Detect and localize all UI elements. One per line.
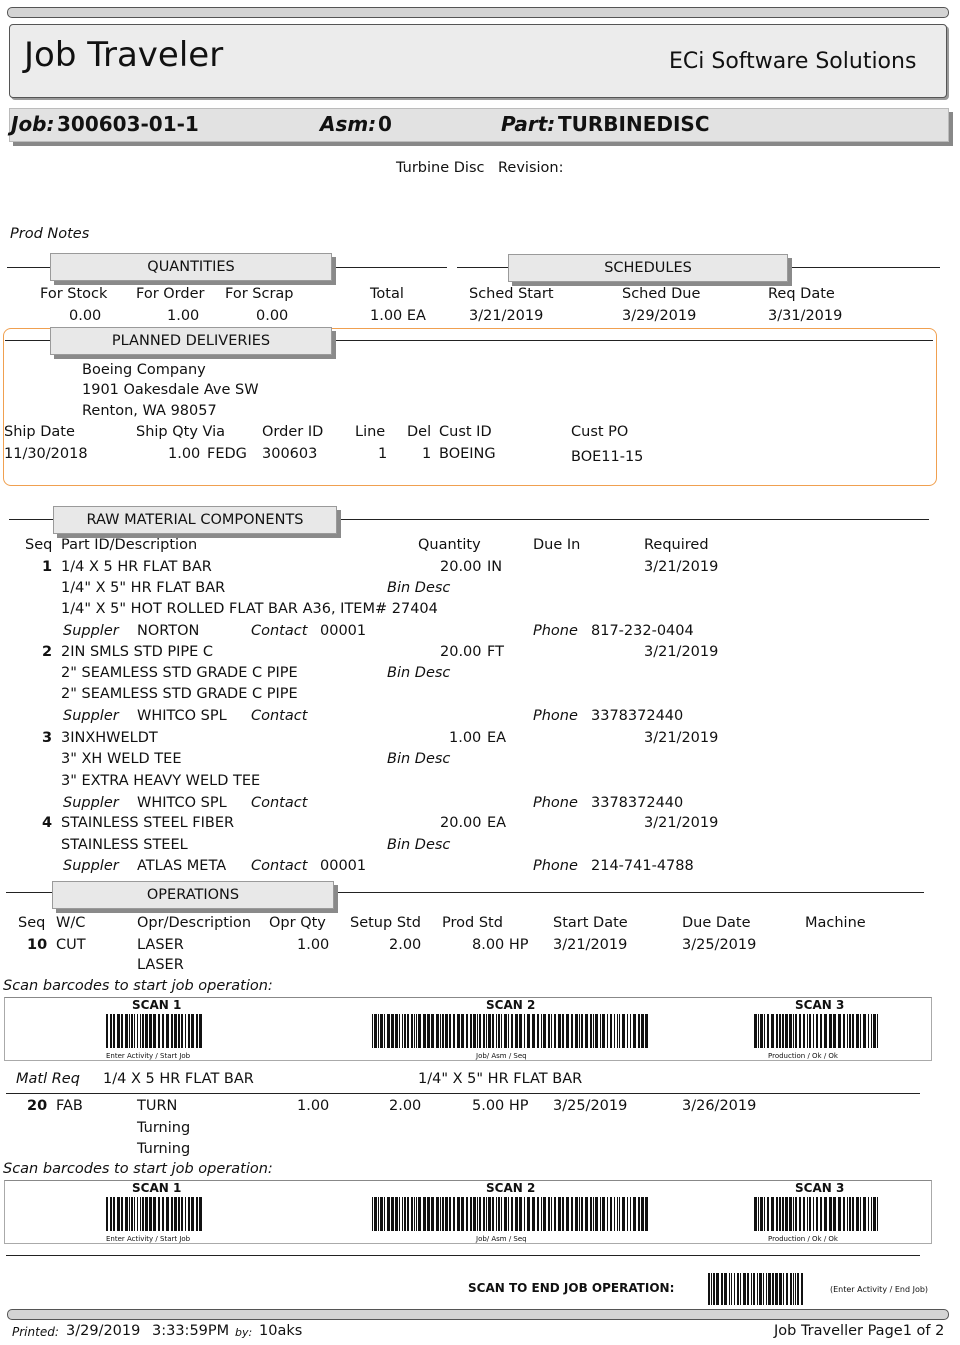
rm-item-2-desc1: 2" SEAMLESS STD GRADE C PIPE xyxy=(61,665,298,681)
rm-item-3-part-id: 3INXHWELDT xyxy=(61,730,158,746)
rm-item-3-desc1: 3" XH WELD TEE xyxy=(61,751,182,767)
rm-item-4-contact-label: Contact xyxy=(251,858,308,874)
matl-req-desc: 1/4" X 5" HR FLAT BAR xyxy=(418,1071,583,1087)
raw-material-title: RAW MATERIAL COMPONENTS xyxy=(53,506,337,534)
op-prod-header: Prod Std xyxy=(442,915,503,931)
for-stock-header: For Stock xyxy=(40,286,108,302)
end-scan-barcode[interactable] xyxy=(708,1273,804,1305)
rm-item-2-qty: 20.00 xyxy=(440,644,482,660)
job-number: 300603-01-1 xyxy=(57,112,199,136)
op-10-prod: 8.00 HP xyxy=(472,937,529,953)
rm-item-4-desc1: STAINLESS STEEL xyxy=(61,837,188,853)
op-20-scan2-label: SCAN 2 xyxy=(486,1181,536,1195)
del-header: Del xyxy=(407,424,432,440)
asm-number: 0 xyxy=(378,112,392,136)
ship-via-value: FEDG xyxy=(207,446,247,462)
rm-item-1-phone-label: Phone xyxy=(533,623,578,639)
op-20-scan3-label: SCAN 3 xyxy=(795,1181,845,1195)
del-value: 1 xyxy=(422,446,432,462)
rm-item-1-desc1: 1/4" X 5" HR FLAT BAR xyxy=(61,580,226,596)
matl-req-label: Matl Req xyxy=(16,1071,80,1087)
rm-item-1-supplier: NORTON xyxy=(137,623,200,639)
part-description: Turbine Disc xyxy=(396,160,485,176)
line-header: Line xyxy=(355,424,386,440)
op-10-scan1-label: SCAN 1 xyxy=(132,998,182,1012)
rm-item-3-uom: EA xyxy=(487,730,507,746)
printed-label: Printed: xyxy=(12,1325,59,1339)
rm-item-2-part-id: 2IN SMLS STD PIPE C xyxy=(61,644,214,660)
sched-start-value: 3/21/2019 xyxy=(469,308,544,324)
op-10-due: 3/25/2019 xyxy=(682,937,757,953)
job-label: Job: xyxy=(11,112,55,136)
job-bar xyxy=(9,108,949,142)
rm-item-2-phone: 3378372440 xyxy=(591,708,684,724)
rm-item-2-required: 3/21/2019 xyxy=(644,644,719,660)
asm-label: Asm: xyxy=(320,112,377,136)
op-10-scan2-sub: Job/ Asm / Seq xyxy=(476,1052,527,1060)
rm-item-4-qty: 20.00 xyxy=(440,815,482,831)
rm-item-4-phone: 214-741-4788 xyxy=(591,858,694,874)
rm-item-3-qty: 1.00 xyxy=(449,730,482,746)
rm-item-2-supplier: WHITCO SPL xyxy=(137,708,227,724)
op-20-desc-2: Turning xyxy=(137,1141,191,1157)
rm-item-3-desc2: 3" EXTRA HEAVY WELD TEE xyxy=(61,773,261,789)
op-20-barcode-1[interactable] xyxy=(106,1197,202,1231)
op-20-seq: 20 xyxy=(27,1098,48,1114)
op-10-qty: 1.00 xyxy=(297,937,330,953)
op-qty-header: Opr Qty xyxy=(269,915,326,931)
rm-item-4-contact: 00001 xyxy=(320,858,367,874)
op-10-scan1-sub: Enter Activity / Start Job xyxy=(106,1052,191,1060)
ship-qty-value: 1.00 xyxy=(168,446,201,462)
rm-item-2-phone-label: Phone xyxy=(533,708,578,724)
part-label: Part: xyxy=(501,112,556,136)
op-10-barcode-3[interactable] xyxy=(754,1014,880,1048)
rm-item-4-uom: EA xyxy=(487,815,507,831)
op-20-qty: 1.00 xyxy=(297,1098,330,1114)
req-date-value: 3/31/2019 xyxy=(768,308,843,324)
rm-item-3-seq: 3 xyxy=(42,730,53,746)
for-order-header: For Order xyxy=(136,286,205,302)
matl-req-rule xyxy=(6,1093,920,1094)
sched-start-header: Sched Start xyxy=(469,286,554,302)
op-10-opr: LASER xyxy=(137,937,184,953)
rm-seq-header: Seq xyxy=(25,537,53,553)
schedules-section-title: SCHEDULES xyxy=(508,254,788,282)
rm-item-4-bin-desc-label: Bin Desc xyxy=(387,837,451,853)
rm-item-2-contact-label: Contact xyxy=(251,708,308,724)
rm-item-1-supplier-label: Suppler xyxy=(63,623,119,639)
company-name: ECi Software Solutions xyxy=(669,49,917,74)
rm-item-1-contact: 00001 xyxy=(320,623,367,639)
operations-title: OPERATIONS xyxy=(52,881,334,909)
op-10-scan3-sub: Production / Ok / Ok xyxy=(768,1052,838,1060)
op-20-scan1-sub: Enter Activity / Start Job xyxy=(106,1235,191,1243)
quantities-section-title: QUANTITIES xyxy=(50,253,332,281)
line-value: 1 xyxy=(378,446,388,462)
total-value: 1.00 EA xyxy=(370,308,426,324)
report-header xyxy=(9,24,947,98)
rm-item-3-required: 3/21/2019 xyxy=(644,730,719,746)
op-10-barcode-2[interactable] xyxy=(372,1014,650,1048)
cust-po-header: Cust PO xyxy=(571,424,629,440)
rm-item-3-phone: 3378372440 xyxy=(591,795,684,811)
op-20-due: 3/26/2019 xyxy=(682,1098,757,1114)
rm-item-4-seq: 4 xyxy=(42,815,53,831)
op-10-setup: 2.00 xyxy=(389,937,422,953)
cust-id-header: Cust ID xyxy=(439,424,492,440)
matl-req-part: 1/4 X 5 HR FLAT BAR xyxy=(103,1071,254,1087)
op-20-scan2-sub: Job/ Asm / Seq xyxy=(476,1235,527,1243)
rm-due-in-header: Due In xyxy=(533,537,581,553)
op-20-start: 3/25/2019 xyxy=(553,1098,628,1114)
rm-item-3-contact-label: Contact xyxy=(251,795,308,811)
op-start-header: Start Date xyxy=(553,915,628,931)
rm-item-1-required: 3/21/2019 xyxy=(644,559,719,575)
op-20-barcode-2[interactable] xyxy=(372,1197,650,1231)
order-id-header: Order ID xyxy=(262,424,324,440)
for-scrap-value: 0.00 xyxy=(256,308,289,324)
op-wc-header: W/C xyxy=(56,915,86,931)
op-20-opr: TURN xyxy=(137,1098,178,1114)
rm-item-1-bin-desc-label: Bin Desc xyxy=(387,580,451,596)
rm-item-1-qty: 20.00 xyxy=(440,559,482,575)
op-20-barcode-3[interactable] xyxy=(754,1197,880,1231)
op-due-header: Due Date xyxy=(682,915,751,931)
printed-by-user: 10aks xyxy=(259,1323,303,1339)
op-10-scan-prompt: Scan barcodes to start job operation: xyxy=(3,978,273,994)
rm-item-2-bin-desc-label: Bin Desc xyxy=(387,665,451,681)
bottom-rule xyxy=(7,1309,949,1320)
end-scan-sub: (Enter Activity / End Job) xyxy=(830,1285,929,1294)
op-20-wc: FAB xyxy=(56,1098,83,1114)
rm-quantity-header: Quantity xyxy=(418,537,481,553)
end-scan-rule xyxy=(6,1255,920,1256)
prod-notes-label: Prod Notes xyxy=(10,226,90,242)
rm-item-1-desc2: 1/4" X 5" HOT ROLLED FLAT BAR A36, ITEM# 27404 xyxy=(61,601,438,617)
op-10-barcode-1[interactable] xyxy=(106,1014,202,1048)
planned-deliveries-title: PLANNED DELIVERIES xyxy=(50,327,332,355)
rm-item-1-part-id: 1/4 X 5 HR FLAT BAR xyxy=(61,559,212,575)
op-10-seq: 10 xyxy=(27,937,48,953)
op-setup-header: Setup Std xyxy=(350,915,421,931)
delivery-address-line3: Renton, WA 98057 xyxy=(82,403,217,419)
rm-item-4-supplier-label: Suppler xyxy=(63,858,119,874)
op-machine-header: Machine xyxy=(805,915,866,931)
order-id-value: 300603 xyxy=(262,446,318,462)
ship-date-header: Ship Date xyxy=(4,424,75,440)
ship-qty-via-header: Ship Qty Via xyxy=(136,424,226,440)
for-stock-value: 0.00 xyxy=(69,308,102,324)
delivery-address-line1: Boeing Company xyxy=(82,362,206,378)
rm-item-3-supplier-label: Suppler xyxy=(63,795,119,811)
op-20-scan1-label: SCAN 1 xyxy=(132,1181,182,1195)
rm-item-1-seq: 1 xyxy=(42,559,53,575)
total-header: Total xyxy=(370,286,404,302)
rm-item-2-uom: FT xyxy=(487,644,504,660)
rm-item-1-uom: IN xyxy=(487,559,503,575)
op-20-scan3-sub: Production / Ok / Ok xyxy=(768,1235,838,1243)
ship-date-value: 11/30/2018 xyxy=(4,446,88,462)
end-scan-label: SCAN TO END JOB OPERATION: xyxy=(468,1281,675,1295)
rm-item-1-contact-label: Contact xyxy=(251,623,308,639)
op-desc-header: Opr/Description xyxy=(137,915,252,931)
op-10-scan3-label: SCAN 3 xyxy=(795,998,845,1012)
part-number: TURBINEDISC xyxy=(558,112,710,136)
op-20-scan-prompt: Scan barcodes to start job operation: xyxy=(3,1161,273,1177)
sched-due-header: Sched Due xyxy=(622,286,701,302)
op-seq-header: Seq xyxy=(18,915,46,931)
rm-item-2-seq: 2 xyxy=(42,644,53,660)
rm-item-2-desc2: 2" SEAMLESS STD GRADE C PIPE xyxy=(61,686,298,702)
rm-item-3-phone-label: Phone xyxy=(533,795,578,811)
rm-item-3-bin-desc-label: Bin Desc xyxy=(387,751,451,767)
sched-due-value: 3/29/2019 xyxy=(622,308,697,324)
report-title: Job Traveler xyxy=(24,35,224,75)
rm-item-4-phone-label: Phone xyxy=(533,858,578,874)
revision-label: Revision: xyxy=(498,160,564,176)
delivery-address-line2: 1901 Oakesdale Ave SW xyxy=(82,382,259,398)
op-20-desc-1: Turning xyxy=(137,1120,191,1136)
op-10-desc: LASER xyxy=(137,957,184,973)
req-date-header: Req Date xyxy=(768,286,835,302)
rm-item-4-supplier: ATLAS META xyxy=(137,858,227,874)
printed-time: 3:33:59PM xyxy=(152,1323,230,1339)
printed-by-label: by: xyxy=(235,1326,253,1339)
for-scrap-header: For Scrap xyxy=(225,286,294,302)
rm-item-4-required: 3/21/2019 xyxy=(644,815,719,831)
rm-required-header: Required xyxy=(644,537,709,553)
rm-item-4-part-id: STAINLESS STEEL FIBER xyxy=(61,815,235,831)
op-20-setup: 2.00 xyxy=(389,1098,422,1114)
rm-part-header: Part ID/Description xyxy=(61,537,198,553)
rm-item-2-supplier-label: Suppler xyxy=(63,708,119,724)
op-10-scan2-label: SCAN 2 xyxy=(486,998,536,1012)
page-info: Job Traveller Page1 of 2 xyxy=(774,1323,945,1339)
cust-po-value: BOE11-15 xyxy=(571,449,644,465)
op-10-start: 3/21/2019 xyxy=(553,937,628,953)
for-order-value: 1.00 xyxy=(167,308,200,324)
rm-item-1-phone: 817-232-0404 xyxy=(591,623,694,639)
op-10-wc: CUT xyxy=(56,937,86,953)
printed-date: 3/29/2019 xyxy=(66,1323,141,1339)
cust-id-value: BOEING xyxy=(439,446,496,462)
op-20-prod: 5.00 HP xyxy=(472,1098,529,1114)
top-rule xyxy=(7,7,949,18)
rm-item-3-supplier: WHITCO SPL xyxy=(137,795,227,811)
